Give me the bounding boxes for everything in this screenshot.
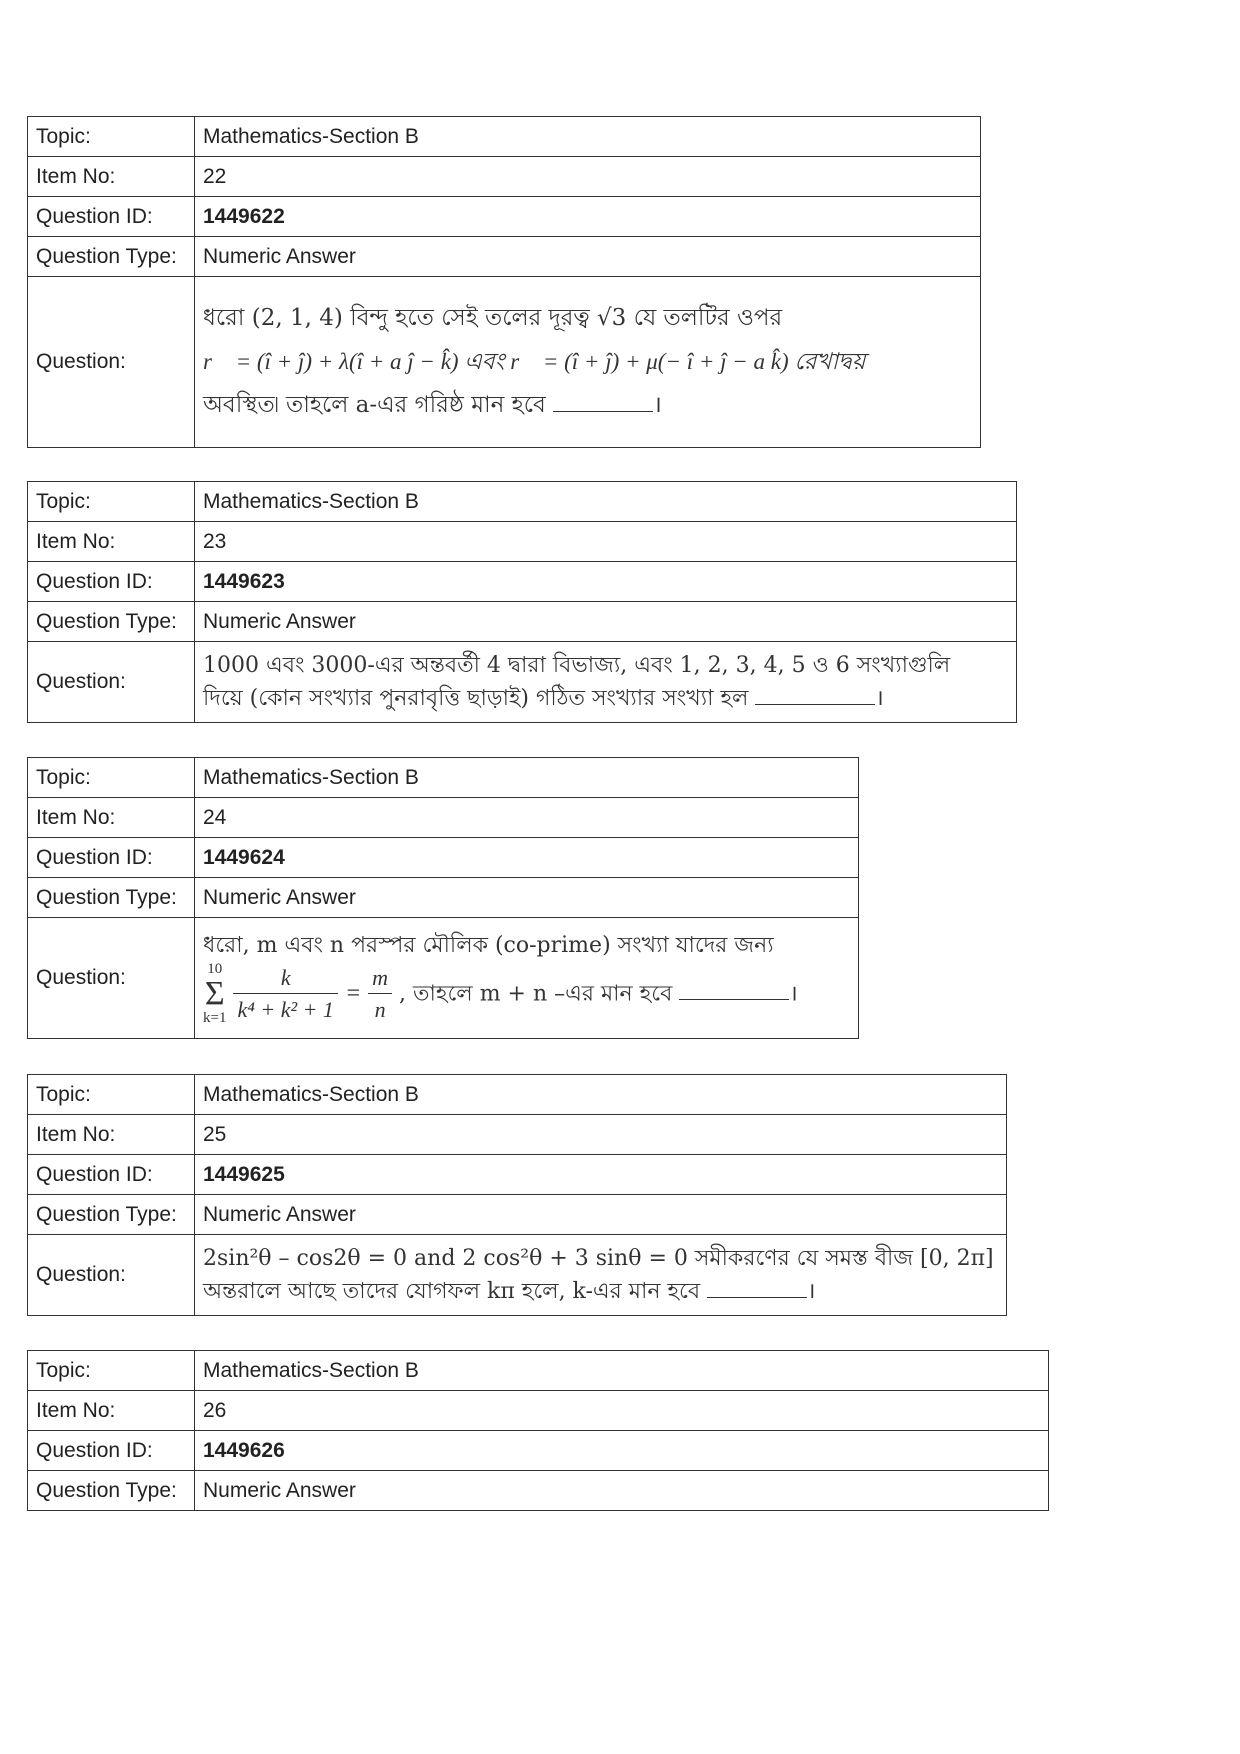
topic-row <box>28 758 859 798</box>
question-line-text: অন্তরালে আছে তাদের যোগফল kπ হলে, k-এর মান হবে <box>203 1278 701 1304</box>
question-id-row <box>28 197 981 237</box>
end-mark: । <box>875 685 884 711</box>
question-line <box>203 682 1008 715</box>
topic-value: Mathematics-Section B <box>195 1351 1049 1391</box>
question-type-value: Numeric Answer <box>195 237 981 277</box>
question-type-value: Numeric Answer <box>195 1195 1007 1235</box>
question-type-row <box>28 878 859 918</box>
question-line <box>203 962 850 1027</box>
item-no-label: Item No: <box>28 157 195 197</box>
item-no-row <box>28 798 859 838</box>
question-id-value: 1449622 <box>195 197 981 237</box>
item-no-label: Item No: <box>28 1115 195 1155</box>
question-id-row <box>28 838 859 878</box>
item-no-value: 22 <box>195 157 981 197</box>
question-id-label: Question ID: <box>28 562 195 602</box>
question-id-label: Question ID: <box>28 838 195 878</box>
end-mark: । <box>807 1278 816 1304</box>
topic-row <box>28 117 981 157</box>
end-mark: । <box>653 391 662 418</box>
question-text <box>195 277 981 448</box>
question-type-row <box>28 237 981 277</box>
question-card <box>27 1350 1049 1511</box>
fraction <box>368 962 392 1027</box>
question-id-label: Question ID: <box>28 1431 195 1471</box>
item-no-row <box>28 1391 1049 1431</box>
item-no-value: 23 <box>195 522 1017 562</box>
item-no-label: Item No: <box>28 522 195 562</box>
item-no-value: 26 <box>195 1391 1049 1431</box>
summation <box>203 962 226 1026</box>
question-line <box>203 389 972 422</box>
question-text <box>195 642 1017 723</box>
question-label: Question: <box>28 277 195 448</box>
end-mark: । <box>789 980 798 1006</box>
topic-row <box>28 1075 1007 1115</box>
question-line-text: দিয়ে (কোন সংখ্যার পুনরাবৃত্তি ছাড়াই) গঠিত সংখ্যার সংখ্যা হল <box>203 685 749 711</box>
question-id-label: Question ID: <box>28 1155 195 1195</box>
topic-label: Topic: <box>28 1351 195 1391</box>
question-line-text: অবস্থিত৷ তাহলে a-এর গরিষ্ঠ মান হবে <box>203 391 546 418</box>
question-id-value: 1449625 <box>195 1155 1007 1195</box>
question-label: Question: <box>28 642 195 723</box>
question-card <box>27 116 981 448</box>
question-label: Question: <box>28 1235 195 1316</box>
question-card <box>27 1074 1007 1316</box>
question-id-row <box>28 1431 1049 1471</box>
question-text <box>195 1235 1007 1316</box>
question-type-label: Question Type: <box>28 237 195 277</box>
fraction-denominator: n <box>374 997 386 1023</box>
topic-value: Mathematics-Section B <box>195 482 1017 522</box>
question-row <box>28 918 859 1039</box>
item-no-row <box>28 157 981 197</box>
fraction <box>233 962 337 1027</box>
topic-label: Topic: <box>28 758 195 798</box>
question-id-value: 1449626 <box>195 1431 1049 1471</box>
answer-blank <box>553 389 653 412</box>
question-type-value: Numeric Answer <box>195 878 859 918</box>
question-id-label: Question ID: <box>28 197 195 237</box>
answer-blank <box>755 682 875 705</box>
sigma-symbol: Σ <box>204 974 225 1012</box>
question-row <box>28 1235 1007 1316</box>
question-line: ধরো, m এবং n পরস্পর মৌলিক (co-prime) সংখ্যা যাদের জন্য <box>203 932 774 958</box>
topic-row <box>28 482 1017 522</box>
item-no-label: Item No: <box>28 1391 195 1431</box>
topic-row <box>28 1351 1049 1391</box>
topic-label: Topic: <box>28 117 195 157</box>
question-type-value: Numeric Answer <box>195 1471 1049 1511</box>
topic-value: Mathematics-Section B <box>195 1075 1007 1115</box>
answer-blank <box>707 1275 807 1298</box>
question-id-value: 1449624 <box>195 838 859 878</box>
fraction-denominator: k⁴ + k² + 1 <box>237 997 334 1023</box>
question-line: ধরো (2, 1, 4) বিন্দু হতে সেই তলের দূরত্ব √3 যে তলটির ওপর <box>203 304 783 331</box>
item-no-value: 24 <box>195 798 859 838</box>
fraction-numerator: m <box>368 962 392 995</box>
question-card <box>27 481 1017 723</box>
question-type-label: Question Type: <box>28 1195 195 1235</box>
question-type-value: Numeric Answer <box>195 602 1017 642</box>
question-type-label: Question Type: <box>28 878 195 918</box>
fraction-numerator: k <box>233 962 337 995</box>
question-line: 1000 এবং 3000-এর অন্তবর্তী 4 দ্বারা বিভাজ্য, এবং 1, 2, 3, 4, 5 ও 6 সংখ্যাগুলি <box>203 652 951 678</box>
question-text <box>195 918 859 1039</box>
question-type-label: Question Type: <box>28 602 195 642</box>
equals-sign: = <box>344 979 362 1006</box>
question-type-row <box>28 1195 1007 1235</box>
question-line: 2sin²θ – cos2θ = 0 and 2 cos²θ + 3 sinθ = 0 সমীকরণের যে সমস্ত বীজ [0, 2π] <box>203 1245 994 1271</box>
question-type-row <box>28 1471 1049 1511</box>
topic-value: Mathematics-Section B <box>195 758 859 798</box>
question-line-text: , তাহলে m + n –এর মান হবে <box>399 980 673 1006</box>
topic-value: Mathematics-Section B <box>195 117 981 157</box>
item-no-label: Item No: <box>28 798 195 838</box>
question-id-row <box>28 1155 1007 1195</box>
question-label: Question: <box>28 918 195 1039</box>
question-line <box>203 1275 998 1308</box>
question-card <box>27 757 859 1039</box>
sum-lower-limit: k=1 <box>203 1009 227 1026</box>
question-row <box>28 277 981 448</box>
item-no-value: 25 <box>195 1115 1007 1155</box>
answer-blank <box>679 977 789 1000</box>
item-no-row <box>28 1115 1007 1155</box>
item-no-row <box>28 522 1017 562</box>
question-row <box>28 642 1017 723</box>
question-id-row <box>28 562 1017 602</box>
question-type-row <box>28 602 1017 642</box>
question-equation: r⃗ = (î + ĵ) + λ(î + a ĵ − k̂) এবং r⃗ = (î + ĵ) + μ(− î + ĵ − a k̂) রেখাদ্বয় <box>203 349 866 375</box>
question-id-value: 1449623 <box>195 562 1017 602</box>
topic-label: Topic: <box>28 482 195 522</box>
question-type-label: Question Type: <box>28 1471 195 1511</box>
sum-upper-limit: 10 <box>207 960 223 977</box>
topic-label: Topic: <box>28 1075 195 1115</box>
